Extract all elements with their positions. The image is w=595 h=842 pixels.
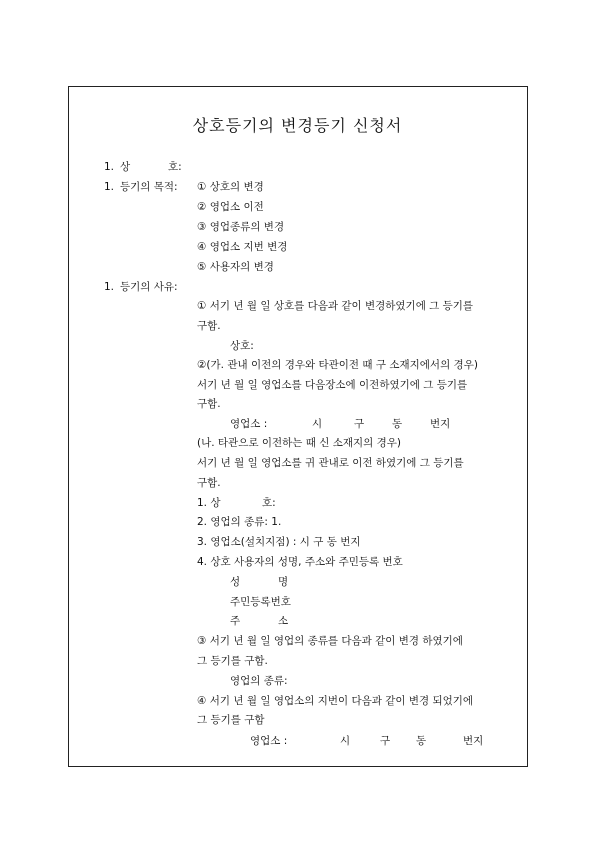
address-label: 영업소 : [250,735,288,747]
reason-p2-line3: 구함. [197,398,221,410]
purpose-label: 등기의 목적: [120,181,178,193]
address-beonji: 번지 [430,418,451,430]
reason-p1-line2: 구함. [197,320,221,332]
list-item-3: 3. 영업소(설치지점) : 시 구 동 번지 [197,536,361,548]
resident-number-label: 주민등록번호 [230,596,291,608]
document-title: 상호등기의 변경등기 신청서 [192,116,403,135]
address-dong: 동 [416,735,427,747]
reason-p1-sub: 상호: [230,340,254,352]
reason-p3-line2: 그 등기를 구함. [197,655,268,667]
name-label-b: 명 [278,576,289,588]
reason-p3-line1: ③ 서기 년 월 일 영업의 종류를 다음과 같이 변경 하였기에 [197,635,463,647]
address-beonji: 번지 [463,735,484,747]
reason-p1-line1: ① 서기 년 월 일 상호를 다음과 같이 변경하였기에 그 등기를 [197,300,474,312]
reason-p2b-line1: (나. 타관으로 이전하는 때 신 소재지의 경우) [197,437,401,449]
reason-p2-line2: 서기 년 월 일 영업소를 다음장소에 이전하였기에 그 등기를 [197,379,468,391]
list-item-1-a: 1. 상 [197,497,221,509]
address-dong: 동 [392,418,403,430]
address-gu: 구 [380,735,391,747]
address-label-b: 소 [278,615,289,627]
reason-p3-sub: 영업의 종류: [230,675,288,687]
reason-label: 등기의 사유: [120,281,178,293]
reason-p4-line1: ④ 서기 년 월 일 영업소의 지번이 다음과 같이 변경 되었기에 [197,695,474,707]
purpose-option-4: ④ 영업소 지번 변경 [197,241,288,253]
purpose-option-1: ① 상호의 변경 [197,181,264,193]
name-label-a: 성 [230,576,241,588]
purpose-option-5: ⑤ 사용자의 변경 [197,261,274,273]
address-gu: 구 [354,418,365,430]
address-si: 시 [312,418,323,430]
reason-p4-line2: 그 등기를 구함 [197,714,265,726]
reason-p2b-line2: 서기 년 월 일 영업소를 귀 관내로 이전 하였기에 그 등기를 [197,457,464,469]
reason-p2b-line3: 구함. [197,477,221,489]
trade-name-label-b: 호: [168,161,182,173]
purpose-option-3: ③ 영업종류의 변경 [197,221,285,233]
item-number: 1. [104,161,115,173]
list-item-2: 2. 영업의 종류: 1. [197,516,282,528]
list-item-4: 4. 상호 사용자의 성명, 주소와 주민등록 번호 [197,556,403,568]
list-item-1-b: 호: [262,497,276,509]
trade-name-label-a: 상 [120,161,131,173]
address-si: 시 [340,735,351,747]
purpose-option-2: ② 영업소 이전 [197,201,264,213]
address-label: 영업소 : [230,418,268,430]
item-number: 1. [104,281,115,293]
address-label-a: 주 [230,615,241,627]
reason-p2-line1: ②(가. 관내 이전의 경우와 타관이전 때 구 소재지에서의 경우) [197,359,478,371]
item-number: 1. [104,181,115,193]
